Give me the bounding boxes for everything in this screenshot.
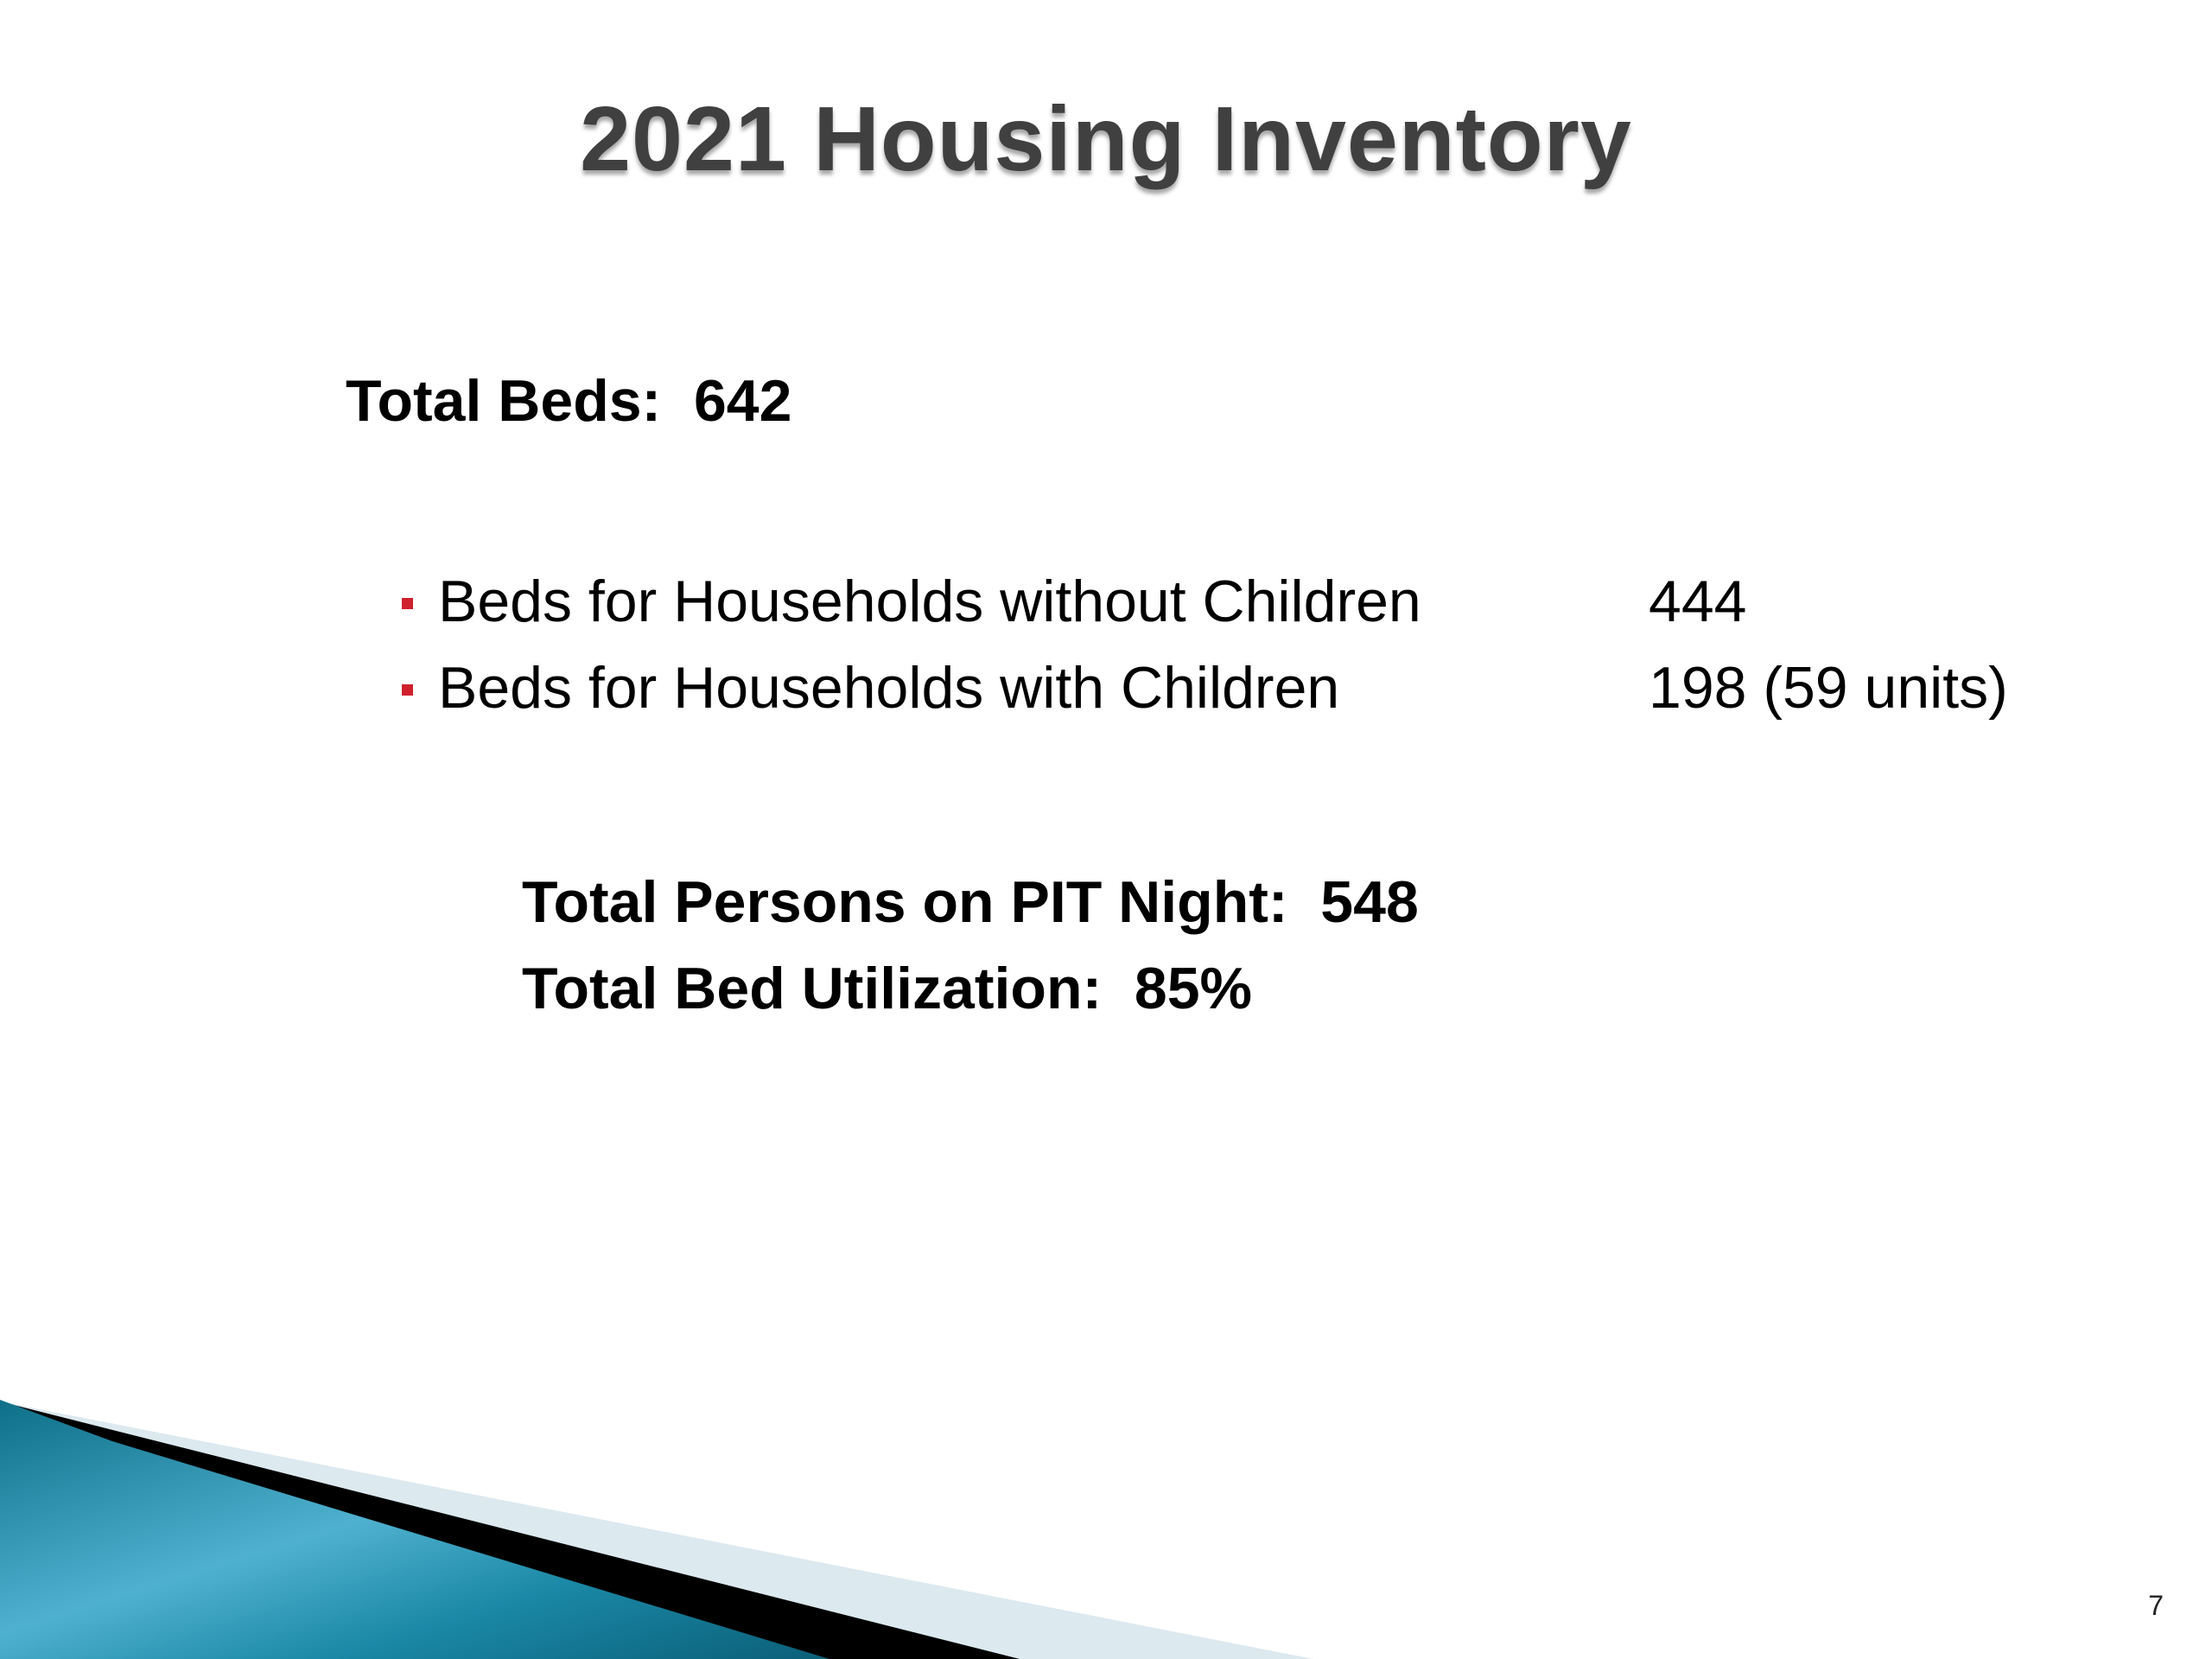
slide-title: 2021 Housing Inventory [580,88,1632,190]
bullet-item [402,653,2008,722]
total-bed-utilization: Total Bed Utilization: 85% [522,956,1253,1021]
bullet-value: 444 [1649,569,1747,634]
total-beds-heading: Total Beds: 642 [346,368,792,434]
total-persons-pit-night: Total Persons on PIT Night: 548 [522,869,1419,935]
page-number: 7 [2148,1590,2164,1621]
square-bullet-icon [402,684,413,696]
square-bullet-icon [402,598,413,609]
bullet-item [402,567,1747,636]
bullet-label: Beds for Households without Children [438,569,1421,634]
bullet-label: Beds for Households with Children [438,655,1340,721]
bullet-value: 198 (59 units) [1649,655,2008,721]
